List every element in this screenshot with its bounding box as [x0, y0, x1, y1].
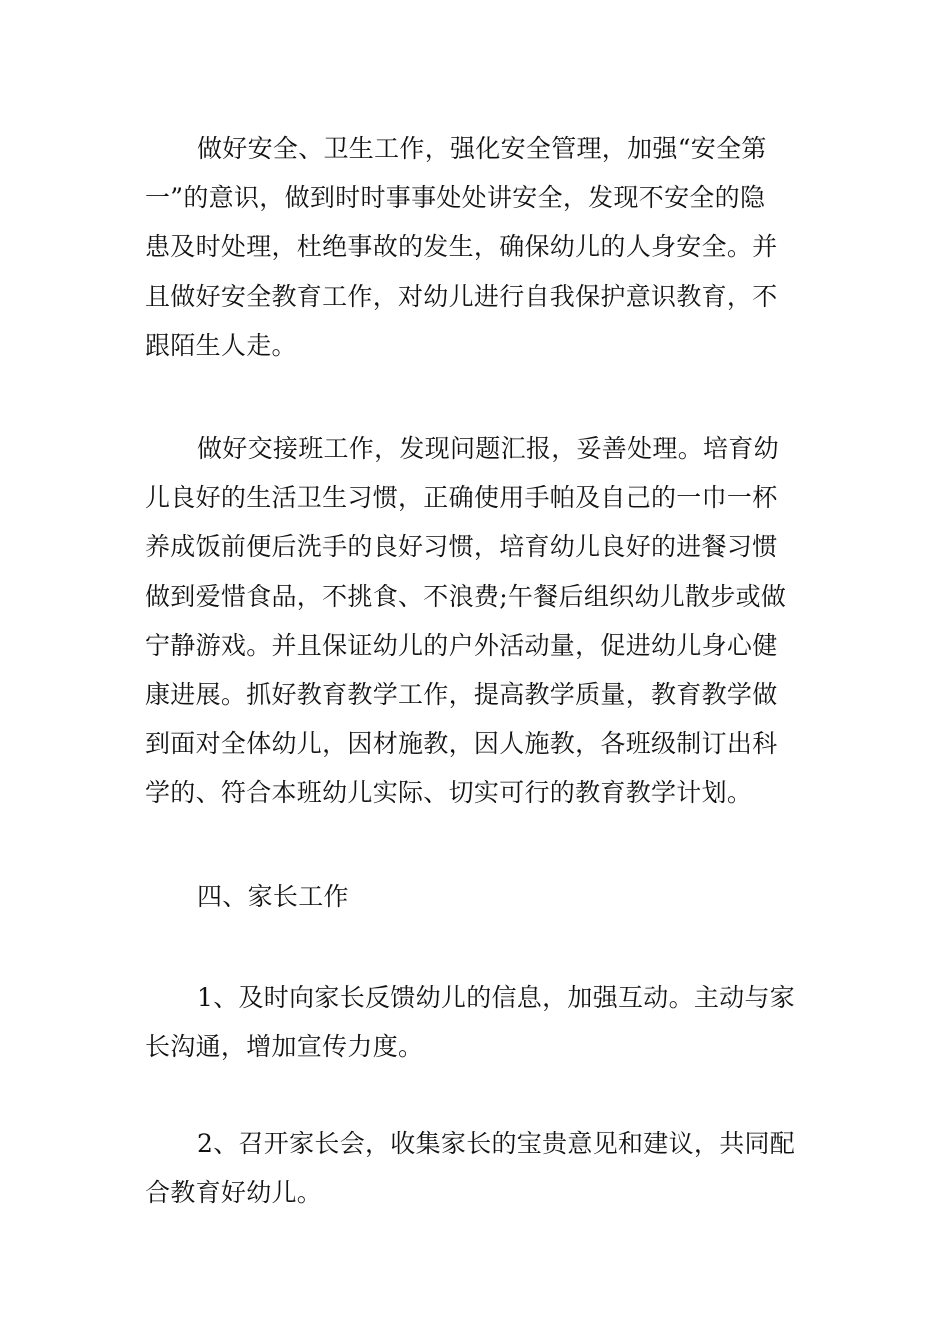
paragraph-line: 患及时处理，杜绝事故的发生，确保幼儿的人身安全。并	[145, 232, 778, 262]
paragraph-line: 儿良好的生活卫生习惯，正确使用手帕及自己的一巾一杯	[145, 483, 778, 513]
paragraph-line: 做到爱惜食品，不挑食、不浪费;午餐后组织幼儿散步或做	[145, 581, 787, 611]
paragraph-line: 2、召开家长会，收集家长的宝贵意见和建议，共同配	[197, 1129, 796, 1158]
paragraph-line: 一”的意识，做到时时事事处处讲安全，发现不安全的隐	[145, 183, 766, 213]
paragraph-line: 学的、符合本班幼儿实际、切实可行的教育教学计划。	[145, 778, 753, 808]
list-item-parent-meeting	[145, 1119, 810, 1217]
paragraph-line: 且做好安全教育工作，对幼儿进行自我保护意识教育，不	[145, 281, 778, 311]
paragraph-line: 到面对全体幼儿，因材施教，因人施教，各班级制订出科	[145, 729, 778, 759]
list-item-parent-feedback	[145, 973, 810, 1071]
paragraph-safety-hygiene	[145, 124, 810, 370]
section-heading: 四、家长工作	[197, 882, 349, 911]
paragraph-line: 宁静游戏。并且保证幼儿的户外活动量，促进幼儿身心健	[145, 630, 778, 660]
paragraph-shift-handover	[145, 424, 810, 818]
paragraph-line: 合教育好幼儿。	[145, 1178, 323, 1208]
paragraph-line: 做好安全、卫生工作，强化安全管理，加强“安全第	[197, 134, 767, 163]
section-heading-parent-work	[145, 872, 810, 921]
paragraph-line: 1、及时向家长反馈幼儿的信息，加强互动。主动与家	[197, 983, 796, 1012]
paragraph-line: 长沟通，增加宣传力度。	[145, 1032, 424, 1062]
paragraph-line: 康进展。抓好教育教学工作，提高教学质量，教育教学做	[145, 680, 778, 710]
paragraph-line: 养成饭前便后洗手的良好习惯，培育幼儿良好的进餐习惯	[145, 532, 778, 562]
paragraph-line: 跟陌生人走。	[145, 330, 297, 360]
paragraph-line: 做好交接班工作，发现问题汇报，妥善处理。培育幼	[197, 434, 779, 463]
